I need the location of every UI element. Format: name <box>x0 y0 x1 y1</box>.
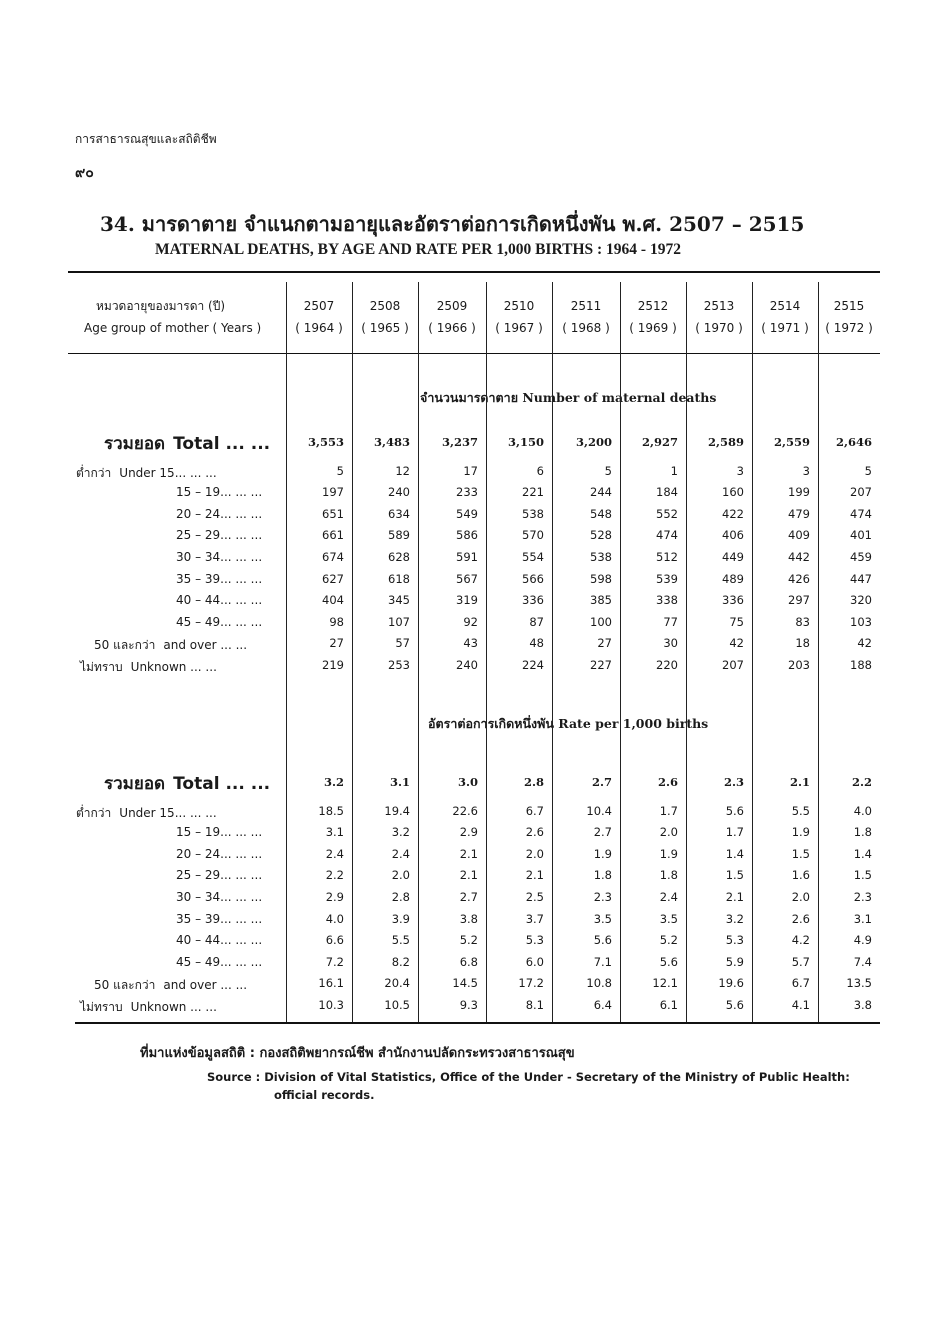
table-cell: 27 <box>329 636 344 651</box>
table-cell: 87 <box>529 614 544 629</box>
column-year-be: 2509 <box>436 299 468 313</box>
column-header <box>552 295 620 339</box>
table-cell: 253 <box>388 658 410 672</box>
row-label-english: Unknown ... ... <box>130 660 217 674</box>
table-cell: 4.1 <box>791 998 810 1012</box>
table-cell: 2.8 <box>523 775 544 789</box>
table-cell: 3,553 <box>307 435 344 449</box>
table-cell: 42 <box>857 636 872 651</box>
column-year-ce: ( 1972 ) <box>825 321 873 335</box>
row-label-english: 30 – 34... ... ... <box>176 550 263 564</box>
row-label <box>176 550 262 564</box>
table-cell: 2.1 <box>459 868 478 883</box>
table-cell: 1 <box>670 463 678 478</box>
table-cell: 3.1 <box>389 775 410 789</box>
table-cell: 20.4 <box>384 976 410 991</box>
table-cell: 1.8 <box>593 868 612 883</box>
table-cell: 227 <box>590 658 612 672</box>
table-cell: 3.5 <box>659 911 678 926</box>
source-thai: ที่มาแห่งข้อมูลสถิติ : กองสถิติพยากรณ์ชีพ สำนักงานปลัดกระทรวงสาธารณสุข <box>140 1046 575 1061</box>
table-cell: 19.6 <box>718 976 744 991</box>
table-cell: 220 <box>656 658 678 672</box>
row-label-english: and over ... ... <box>163 638 248 653</box>
row-label-english: Unknown ... ... <box>130 1000 217 1014</box>
age-group-header <box>84 295 286 339</box>
column-year-be: 2512 <box>637 299 669 313</box>
table-cell: 5.2 <box>659 933 678 948</box>
table-cell: 2.7 <box>459 890 478 904</box>
table-cell: 17.2 <box>518 976 544 991</box>
row-label <box>94 976 247 995</box>
table-cell: 474 <box>656 528 678 543</box>
row-label-thai: รวมยอด <box>104 434 166 454</box>
table-cell: 554 <box>522 550 544 564</box>
table-cell: 338 <box>656 593 678 608</box>
row-label <box>176 955 262 969</box>
row-label-english: 25 – 29... ... ... <box>176 528 263 543</box>
table-cell: 1.9 <box>659 846 678 861</box>
table-cell: 98 <box>329 614 344 629</box>
table-cell: 3.9 <box>391 911 410 926</box>
table-cell: 1.4 <box>853 846 872 861</box>
row-label-english: 45 – 49... ... ... <box>176 614 263 629</box>
table-cell: 18 <box>795 636 810 651</box>
table-cell: 184 <box>656 485 678 500</box>
column-year-ce: ( 1964 ) <box>295 321 343 335</box>
table-cell: 92 <box>463 614 478 629</box>
table-cell: 2.4 <box>391 846 410 861</box>
table-cell: 6.6 <box>325 933 344 948</box>
table-cell: 10.4 <box>586 803 612 818</box>
row-label-thai: 50 และกว่า <box>94 638 156 653</box>
table-cell: 528 <box>590 528 612 543</box>
row-label-english: Total ... ... <box>173 434 271 454</box>
table-cell: 2.6 <box>525 825 544 840</box>
rates-section-heading: อัตราต่อการเกิดหนึ่งพัน Rate per 1,000 births <box>428 716 709 731</box>
row-label-thai: ต่ำกว่า <box>76 465 112 480</box>
table-cell: 107 <box>388 614 410 629</box>
row-label-english: 40 – 44... ... ... <box>176 593 263 608</box>
table-cell: 1.5 <box>725 868 744 883</box>
table-cell: 2.1 <box>725 890 744 904</box>
table-cell: 661 <box>322 528 344 543</box>
row-label-english: Under 15... ... ... <box>119 465 217 480</box>
table-cell: 5.6 <box>725 998 744 1012</box>
table-cell: 57 <box>395 636 410 651</box>
table-cell: 2.0 <box>659 825 678 840</box>
table-cell: 422 <box>722 506 744 521</box>
table-cell: 549 <box>456 506 478 521</box>
running-title: การสาธารณสุขและสถิติชีพ <box>75 132 217 146</box>
table-cell: 320 <box>850 593 872 608</box>
table-cell: 6.1 <box>659 998 678 1012</box>
table-cell: 43 <box>463 636 478 651</box>
table-cell: 19.4 <box>384 803 410 818</box>
table-cell: 3.8 <box>853 998 872 1012</box>
table-cell: 566 <box>522 571 544 586</box>
row-label <box>80 658 217 677</box>
table-cell: 5 <box>604 463 612 478</box>
table-cell: 6 <box>536 463 544 478</box>
table-cell: 17 <box>463 463 478 478</box>
table-cell: 2.3 <box>723 775 744 789</box>
row-label <box>176 507 262 521</box>
column-year-ce: ( 1968 ) <box>562 321 610 335</box>
row-label <box>176 825 262 839</box>
table-cell: 75 <box>729 614 744 629</box>
column-year-be: 2511 <box>570 299 602 313</box>
table-cell: 1.9 <box>593 846 612 861</box>
table-cell: 2.4 <box>325 846 344 861</box>
table-cell: 1.4 <box>725 846 744 861</box>
table-cell: 2.7 <box>591 775 612 789</box>
column-header <box>620 295 686 339</box>
table-cell: 6.4 <box>593 998 612 1012</box>
table-cell: 1.5 <box>853 868 872 883</box>
table-cell: 207 <box>722 658 744 672</box>
column-header <box>686 295 752 339</box>
table-bottom-rule <box>75 1022 880 1024</box>
table-cell: 5.7 <box>791 954 810 969</box>
table-title-thai: 34. มารดาตาย จำแนกตามอายุและอัตราต่อการเกิดหนึ่งพัน พ.ศ. 2507 – 2515 <box>100 212 805 236</box>
table-cell: 489 <box>722 571 744 586</box>
table-cell: 3.2 <box>725 911 744 926</box>
table-cell: 447 <box>850 571 872 586</box>
table-cell: 336 <box>522 593 544 608</box>
table-cell: 2.9 <box>459 825 478 840</box>
table-cell: 5.6 <box>659 954 678 969</box>
column-year-be: 2515 <box>833 299 865 313</box>
table-cell: 4.0 <box>853 803 872 818</box>
table-cell: 240 <box>388 485 410 500</box>
table-cell: 13.5 <box>846 976 872 991</box>
row-label-english: 45 – 49... ... ... <box>176 954 263 969</box>
column-year-ce: ( 1969 ) <box>629 321 677 335</box>
row-label <box>176 890 262 904</box>
table-cell: 2.8 <box>391 890 410 904</box>
table-cell: 6.7 <box>525 803 544 818</box>
table-cell: 474 <box>850 506 872 521</box>
table-cell: 2.3 <box>593 890 612 904</box>
table-cell: 8.1 <box>525 998 544 1012</box>
row-label-english: 40 – 44... ... ... <box>176 933 263 948</box>
table-cell: 479 <box>788 506 810 521</box>
table-cell: 1.6 <box>791 868 810 883</box>
column-year-be: 2507 <box>303 299 335 313</box>
table-cell: 2.9 <box>325 890 344 904</box>
table-cell: 401 <box>850 528 872 543</box>
table-cell: 2,589 <box>707 435 744 449</box>
table-cell: 244 <box>590 485 612 500</box>
table-cell: 4.2 <box>791 933 810 948</box>
table-cell: 1.7 <box>659 803 678 818</box>
table-cell: 2.2 <box>851 775 872 789</box>
table-cell: 449 <box>722 550 744 564</box>
table-cell: 5.6 <box>725 803 744 818</box>
table-cell: 3.2 <box>323 775 344 789</box>
row-label-english: 15 – 19... ... ... <box>176 825 263 840</box>
table-cell: 1.9 <box>791 825 810 840</box>
age-group-header-english: Age group of mother ( Years ) <box>84 321 262 335</box>
row-label <box>176 847 262 861</box>
column-header <box>752 295 818 339</box>
table-cell: 221 <box>522 485 544 500</box>
table-cell: 591 <box>456 550 478 564</box>
table-cell: 548 <box>590 506 612 521</box>
table-cell: 1.8 <box>659 868 678 883</box>
table-cell: 336 <box>722 593 744 608</box>
table-cell: 2.6 <box>791 911 810 926</box>
table-cell: 409 <box>788 528 810 543</box>
column-year-ce: ( 1966 ) <box>428 321 476 335</box>
row-label <box>176 933 262 947</box>
table-cell: 48 <box>529 636 544 651</box>
row-label-thai: ต่ำกว่า <box>76 805 112 820</box>
table-cell: 6.7 <box>791 976 810 991</box>
table-cell: 199 <box>788 485 810 500</box>
table-cell: 3.2 <box>391 825 410 840</box>
table-cell: 5.2 <box>459 933 478 948</box>
table-cell: 586 <box>456 528 478 543</box>
table-cell: 2.2 <box>325 868 344 883</box>
table-cell: 207 <box>850 485 872 500</box>
table-cell: 567 <box>456 571 478 586</box>
table-cell: 9.3 <box>459 998 478 1012</box>
table-title-english: MATERNAL DEATHS, BY AGE AND RATE PER 1,000 BIRTHS : 1964 - 1972 <box>155 241 681 258</box>
table-cell: 297 <box>788 593 810 608</box>
table-cell: 5.6 <box>593 933 612 948</box>
table-cell: 7.4 <box>853 954 872 969</box>
table-cell: 7.2 <box>325 954 344 969</box>
column-year-ce: ( 1967 ) <box>495 321 543 335</box>
column-year-ce: ( 1971 ) <box>761 321 809 335</box>
table-cell: 12.1 <box>652 976 678 991</box>
row-label-english: 25 – 29... ... ... <box>176 868 263 883</box>
table-cell: 3.8 <box>459 911 478 926</box>
table-cell: 459 <box>850 550 872 564</box>
row-label-english: Total ... ... <box>173 774 271 794</box>
table-cell: 512 <box>656 550 678 564</box>
table-cell: 5.3 <box>525 933 544 948</box>
table-cell: 18.5 <box>318 803 344 818</box>
column-year-be: 2514 <box>769 299 801 313</box>
column-header <box>352 295 418 339</box>
row-label-english: 20 – 24... ... ... <box>176 506 263 521</box>
column-year-be: 2510 <box>503 299 535 313</box>
column-header <box>486 295 552 339</box>
table-cell: 674 <box>322 550 344 564</box>
column-header <box>418 295 486 339</box>
table-header-rule <box>68 353 880 354</box>
row-label-thai: ไม่ทราบ <box>80 660 123 674</box>
row-label <box>104 430 270 457</box>
age-group-header-thai: หมวดอายุของมารดา (ปี) <box>96 299 226 313</box>
column-header <box>286 295 352 339</box>
table-cell: 552 <box>656 506 678 521</box>
table-cell: 100 <box>590 614 612 629</box>
table-cell: 5.5 <box>391 933 410 948</box>
row-label <box>176 868 262 882</box>
table-cell: 27 <box>597 636 612 651</box>
table-cell: 224 <box>522 658 544 672</box>
row-label-english: 35 – 39... ... ... <box>176 911 263 926</box>
table-cell: 3.1 <box>853 911 872 926</box>
table-cell: 5.3 <box>725 933 744 948</box>
row-label-english: Under 15... ... ... <box>119 805 217 820</box>
table-cell: 345 <box>388 593 410 608</box>
row-label-thai: ไม่ทราบ <box>80 1000 123 1014</box>
table-cell: 203 <box>788 658 810 672</box>
table-cell: 3,237 <box>441 435 478 449</box>
deaths-section-heading: จำนวนมารดาตาย Number of maternal deaths <box>420 390 717 405</box>
table-cell: 5.9 <box>725 954 744 969</box>
table-cell: 3.1 <box>325 825 344 840</box>
table-cell: 2.7 <box>593 825 612 840</box>
table-cell: 618 <box>388 571 410 586</box>
table-cell: 2.1 <box>525 868 544 883</box>
row-label <box>80 998 217 1017</box>
row-label-english: and over ... ... <box>163 978 248 993</box>
table-cell: 3 <box>802 463 810 478</box>
table-cell: 42 <box>729 636 744 651</box>
table-cell: 240 <box>456 658 478 672</box>
table-cell: 634 <box>388 506 410 521</box>
table-cell: 4.0 <box>325 911 344 926</box>
table-cell: 628 <box>388 550 410 564</box>
table-cell: 2.0 <box>391 868 410 883</box>
table-cell: 2.1 <box>789 775 810 789</box>
table-cell: 10.5 <box>384 998 410 1012</box>
table-cell: 3.5 <box>593 911 612 926</box>
table-cell: 4.9 <box>853 933 872 948</box>
source-english-continued: official records. <box>274 1088 375 1102</box>
row-label <box>176 593 262 607</box>
row-label <box>76 804 217 823</box>
table-cell: 2,646 <box>835 435 872 449</box>
row-label <box>76 464 217 483</box>
table-cell: 5.5 <box>791 803 810 818</box>
table-cell: 3,483 <box>373 435 410 449</box>
table-cell: 10.3 <box>318 998 344 1012</box>
table-cell: 103 <box>850 614 872 629</box>
row-label <box>94 636 247 655</box>
table-cell: 3 <box>736 463 744 478</box>
table-cell: 10.8 <box>586 976 612 991</box>
column-year-be: 2508 <box>369 299 401 313</box>
table-cell: 3.7 <box>525 911 544 926</box>
table-cell: 30 <box>663 636 678 651</box>
table-cell: 188 <box>850 658 872 672</box>
table-cell: 1.8 <box>853 825 872 840</box>
row-label <box>176 528 262 542</box>
table-cell: 442 <box>788 550 810 564</box>
source-english: Source : Division of Vital Statistics, Office of the Under - Secretary of the Ministry of Public Health: <box>207 1070 850 1084</box>
row-label-english: 15 – 19... ... ... <box>176 485 263 500</box>
row-label <box>176 912 262 926</box>
table-cell: 406 <box>722 528 744 543</box>
row-label-thai: 50 และกว่า <box>94 978 156 993</box>
table-cell: 2,559 <box>773 435 810 449</box>
row-label-thai: รวมยอด <box>104 774 166 794</box>
table-cell: 570 <box>522 528 544 543</box>
table-cell: 2.4 <box>659 890 678 904</box>
table-cell: 2.0 <box>525 846 544 861</box>
row-label <box>176 615 262 629</box>
table-cell: 539 <box>656 571 678 586</box>
table-cell: 83 <box>795 614 810 629</box>
table-cell: 1.5 <box>791 846 810 861</box>
table-cell: 2.6 <box>657 775 678 789</box>
table-cell: 2,927 <box>641 435 678 449</box>
row-label-english: 30 – 34... ... ... <box>176 890 263 904</box>
table-cell: 538 <box>590 550 612 564</box>
row-label <box>176 572 262 586</box>
table-cell: 426 <box>788 571 810 586</box>
table-cell: 2.3 <box>853 890 872 904</box>
table-cell: 385 <box>590 593 612 608</box>
table-cell: 14.5 <box>452 976 478 991</box>
row-label-english: 35 – 39... ... ... <box>176 571 263 586</box>
table-cell: 319 <box>456 593 478 608</box>
table-cell: 22.6 <box>452 803 478 818</box>
column-year-ce: ( 1965 ) <box>361 321 409 335</box>
table-cell: 219 <box>322 658 344 672</box>
row-label-english: 20 – 24... ... ... <box>176 846 263 861</box>
table-cell: 3.0 <box>457 775 478 789</box>
column-year-ce: ( 1970 ) <box>695 321 743 335</box>
table-cell: 651 <box>322 506 344 521</box>
row-label <box>176 485 262 499</box>
table-cell: 5 <box>336 463 344 478</box>
table-cell: 3,150 <box>507 435 544 449</box>
table-cell: 7.1 <box>593 954 612 969</box>
table-cell: 12 <box>395 463 410 478</box>
table-top-rule <box>68 271 880 273</box>
table-cell: 8.2 <box>391 954 410 969</box>
table-cell: 598 <box>590 571 612 586</box>
table-cell: 538 <box>522 506 544 521</box>
table-cell: 627 <box>322 571 344 586</box>
table-cell: 1.7 <box>725 825 744 840</box>
table-cell: 16.1 <box>318 976 344 991</box>
table-cell: 589 <box>388 528 410 543</box>
table-cell: 2.5 <box>525 890 544 904</box>
row-label <box>104 770 270 797</box>
page-number: ๙๐ <box>75 165 94 181</box>
table-cell: 160 <box>722 485 744 500</box>
table-cell: 77 <box>663 614 678 629</box>
table-cell: 6.0 <box>525 954 544 969</box>
table-cell: 197 <box>322 485 344 500</box>
column-header <box>818 295 880 339</box>
table-cell: 5 <box>864 463 872 478</box>
table-cell: 233 <box>456 485 478 500</box>
table-cell: 404 <box>322 593 344 608</box>
table-cell: 2.0 <box>791 890 810 904</box>
table-cell: 3,200 <box>575 435 612 449</box>
table-cell: 2.1 <box>459 846 478 861</box>
table-cell: 6.8 <box>459 954 478 969</box>
column-year-be: 2513 <box>703 299 735 313</box>
